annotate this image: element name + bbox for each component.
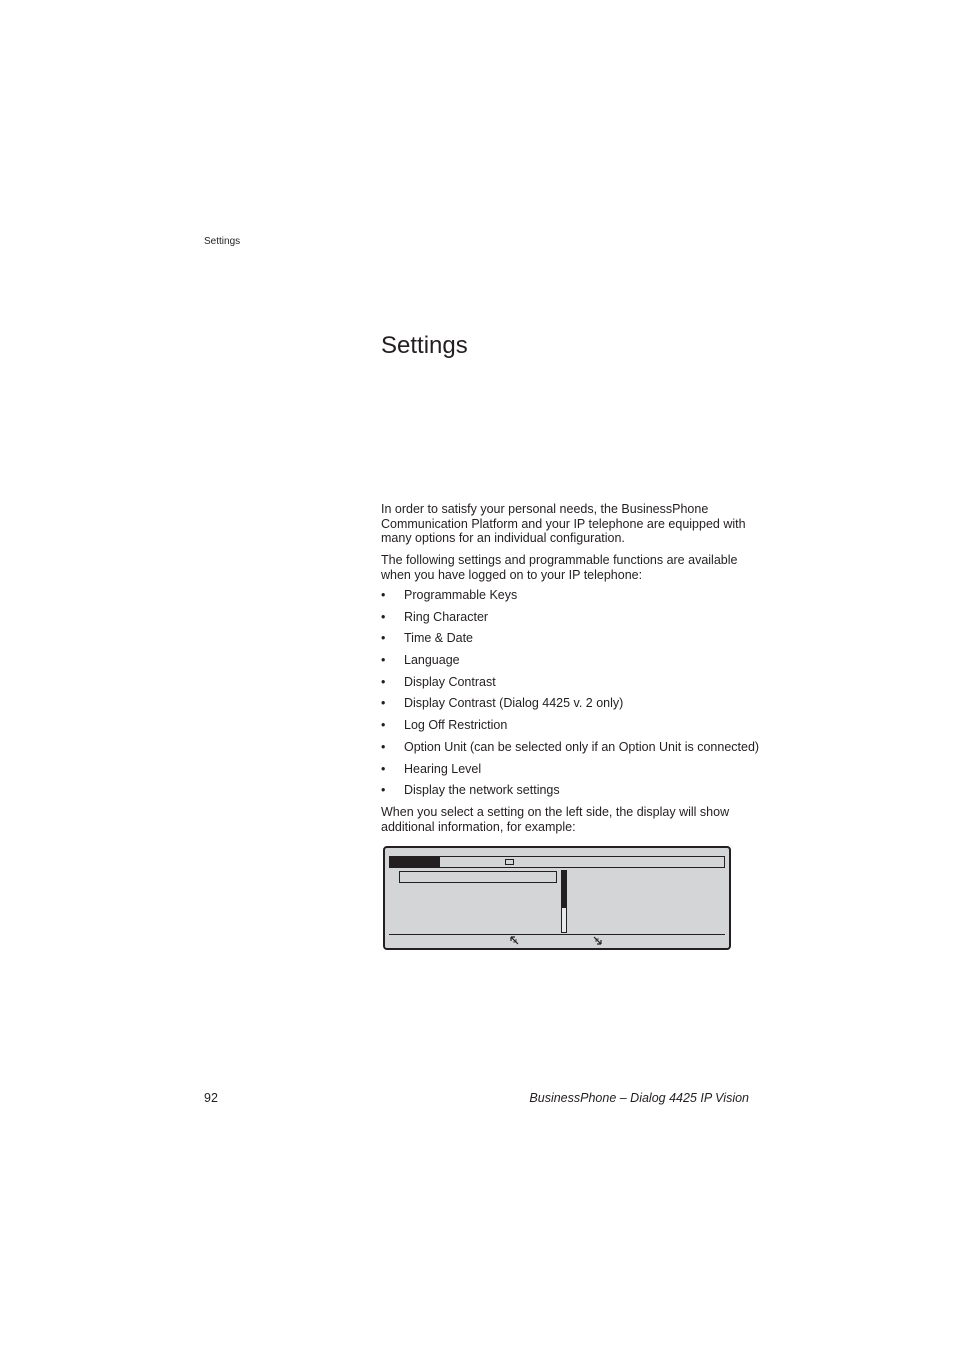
list-item-label: Language xyxy=(404,653,460,668)
bullet-icon: • xyxy=(381,653,386,668)
settings-list xyxy=(381,588,781,805)
list-item xyxy=(381,675,781,697)
bullet-icon: • xyxy=(381,696,386,711)
list-item xyxy=(381,696,781,718)
bullet-icon: • xyxy=(381,783,386,798)
list-item xyxy=(381,740,781,762)
bullet-icon: • xyxy=(381,631,386,646)
display-indicator-box xyxy=(505,859,514,865)
arrow-up-left-icon xyxy=(510,936,520,945)
arrow-down-right-icon xyxy=(592,936,602,945)
list-item xyxy=(381,588,781,610)
list-item xyxy=(381,610,781,632)
running-head: Settings xyxy=(204,236,241,247)
list-item xyxy=(381,783,781,805)
intro-paragraph: In order to satisfy your personal needs, the BusinessPhone Communication Platform and your IP telephone are equipped with many options for an individual configuration. xyxy=(381,502,746,545)
list-item-label: Log Off Restriction xyxy=(404,718,508,733)
bullet-icon: • xyxy=(381,718,386,733)
list-item-label: Hearing Level xyxy=(404,761,482,776)
display-intro-paragraph: When you select a setting on the left side, the display will show additional information, for example: xyxy=(381,805,730,834)
bullet-icon: • xyxy=(381,674,386,689)
display-divider xyxy=(389,934,725,935)
list-item xyxy=(381,631,781,653)
list-intro-paragraph: The following settings and programmable functions are available when you have logged on to your IP telephone: xyxy=(381,553,738,582)
display-selected-item xyxy=(399,871,557,883)
list-item-label: Ring Character xyxy=(404,609,489,624)
document-title: BusinessPhone – Dialog 4425 IP Vision xyxy=(529,1091,749,1105)
display-active-tab xyxy=(390,857,440,867)
bullet-icon: • xyxy=(381,588,386,602)
page-number: 92 xyxy=(204,1091,218,1105)
phone-display-illustration xyxy=(383,846,731,950)
list-item xyxy=(381,718,781,740)
list-item xyxy=(381,653,781,675)
display-title-bar xyxy=(389,856,725,868)
bullet-icon: • xyxy=(381,761,386,776)
bullet-icon: • xyxy=(381,739,386,754)
page-title: Settings xyxy=(381,332,468,359)
list-item-label: Programmable Keys xyxy=(404,588,518,602)
list-item-label: Option Unit (can be selected only if an Option Unit is connected) xyxy=(404,739,760,754)
list-item-label: Display the network settings xyxy=(404,783,560,798)
display-scroll-thumb xyxy=(562,871,566,908)
display-scrollbar xyxy=(561,870,567,933)
list-item xyxy=(381,762,781,784)
list-item-label: Display Contrast xyxy=(404,674,496,689)
list-item-label: Time & Date xyxy=(404,631,474,646)
list-item-label: Display Contrast (Dialog 4425 v. 2 only) xyxy=(404,696,624,711)
bullet-icon: • xyxy=(381,609,386,624)
